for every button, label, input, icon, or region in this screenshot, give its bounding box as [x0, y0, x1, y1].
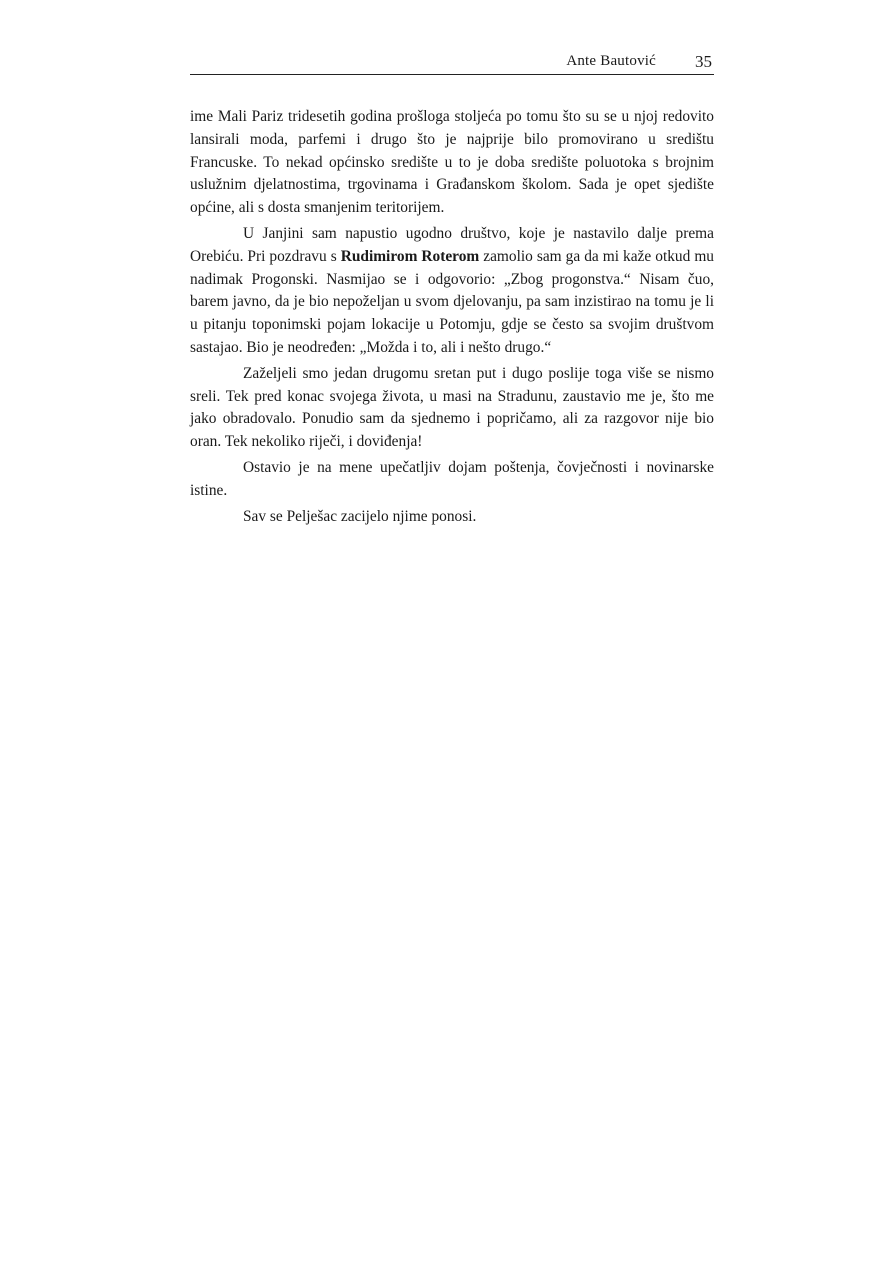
paragraph-2 [190, 223, 714, 360]
bold-name: Rudimirom Roterom [340, 247, 480, 265]
paragraph-2-text-before: U Janjini sam napustio ugodno društvo, koje je nastavilo dalje prema Orebiću. Pri pozdravu s [190, 224, 714, 265]
header-author: Ante Bautović [566, 53, 656, 69]
paragraph-5: Sav se Pelješac zacijelo njime ponosi. [243, 507, 477, 525]
page-number: 35 [695, 52, 712, 71]
page-body [190, 106, 714, 531]
paragraph-2-text-after: zamolio sam ga da mi kaže otkud mu nadimak Progonski. Nasmijao se i odgovorio: „Zbog progonstva.“ Nisam čuo, barem javno, da je bio nepoželjan u svom djelovanju, pa sam inzistirao na tomu je li u pitanju toponimski pojam lokacije u Potomju, gdje se često sa svojim društvom sastajao. Bio je neodređen: „Možda i to, ali i nešto drugo.“ [190, 247, 714, 356]
paragraph-4: Ostavio je na mene upečatljiv dojam poštenja, čovječnosti i novinarske istine. [190, 458, 714, 499]
running-header [190, 52, 714, 75]
paragraph-3: Zaželjeli smo jedan drugomu sretan put i dugo poslije toga više se nismo sreli. Tek pred konac svojega života, u masi na Stradunu, zaustavio me je, što me jako obradovalo. Ponudio sam da sjednemo i popričamo, ali za razgovor nije bio oran. Tek nekoliko riječi, i doviđenja! [190, 364, 714, 451]
paragraph-1: ime Mali Pariz tridesetih godina prošloga stoljeća po tomu što su se u njoj redovito lansirali moda, parfemi i drugo što je najprije bilo promovirano u središtu Francuske. To nekad općinsko središte u to je doba središte poluotoka s brojnim uslužnim djelatnostima, trgovinama i Građanskom školom. Sada je opet sjedište općine, ali s dosta smanjenim teritorijem. [190, 108, 714, 217]
